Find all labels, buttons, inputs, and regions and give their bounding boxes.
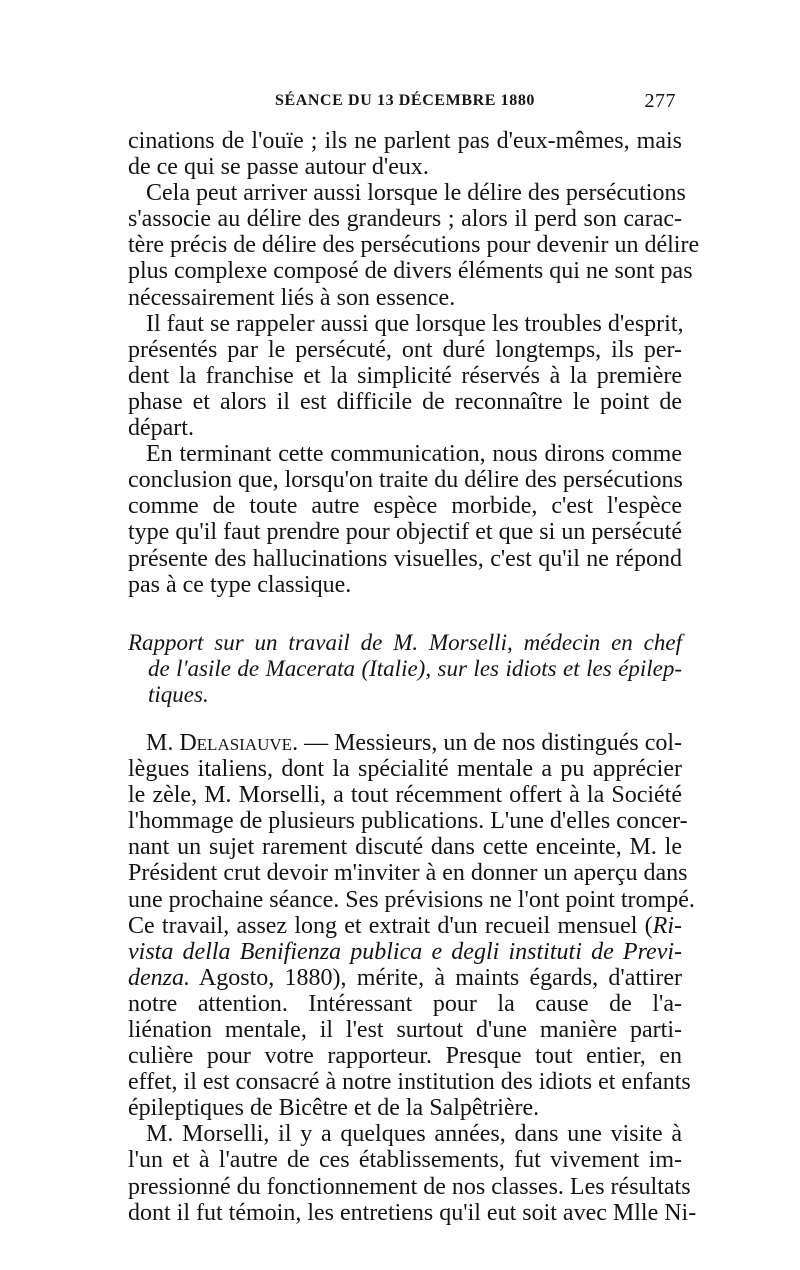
paragraph [128, 311, 682, 441]
paragraph [128, 180, 700, 311]
title-line: Rapport sur un travail de M. Morselli, médecin en chef [128, 629, 682, 655]
text-line: épileptiques de Bicêtre et de la Salpêtrière. [128, 1095, 540, 1122]
title-line: tiques. [148, 681, 209, 707]
paragraph [128, 1121, 697, 1226]
text-line: dent la franchise et la simplicité réservés à la première [128, 362, 682, 389]
paragraph [128, 441, 682, 598]
title-line: de l'asile de Macerata (Italie), sur les idiots et les épilep- [148, 655, 682, 681]
citation-rest: Agosto, 1880), mérite, à maints égards, d'attirer [190, 964, 682, 991]
text-line [128, 730, 682, 756]
book-page [128, 88, 700, 1226]
text-line: tère précis de délire des persécutions pour devenir un délire [128, 232, 700, 259]
text-line: une prochaine séance. Ses prévisions ne l'ont point trompé. [128, 886, 695, 913]
text-line: Il faut se rappeler aussi que lorsque les troubles d'esprit, [146, 310, 684, 337]
text-line: dont il fut témoin, les entretiens qu'il eut soit avec Mlle Ni- [128, 1199, 697, 1226]
text-line: effet, il est consacré à notre institution des idiots et enfants [128, 1069, 691, 1096]
text-line: plus complexe composé de divers éléments qui ne sont pas [128, 258, 693, 285]
journal-title-part: Ri- [652, 912, 682, 939]
text-line: En terminant cette communication, nous dirons comme [146, 441, 682, 468]
text-line: phase et alors il est difficile de reconnaître le point de [128, 388, 682, 415]
text-line: le zèle, M. Morselli, a tout récemment offert à la Société [128, 782, 682, 809]
speaker-name: Delasiauve [179, 729, 293, 756]
text-line: présente des hallucinations visuelles, c'est qu'il ne répond [128, 545, 682, 572]
text-line: de ce qui se passe autour d'eux. [128, 154, 429, 181]
journal-title-end: denza. [128, 964, 190, 991]
page-number: 277 [644, 90, 676, 112]
text-line: nécessairement liés à son essence. [128, 284, 456, 311]
text-line: M. Morselli, il y a quelques années, dans une visite à [146, 1121, 682, 1148]
text-line: pressionné du fonctionnement de nos classes. Les résultats [128, 1173, 691, 1200]
text-line [128, 965, 682, 991]
text-line: nant un sujet rarement discuté dans cette enceinte, M. le [128, 834, 682, 861]
paragraph-continued [128, 128, 682, 180]
speech-paragraph [128, 729, 695, 1122]
text-line: l'un et à l'autre de ces établissements, fut vivement im- [128, 1147, 682, 1174]
speaker-dash: . — [292, 729, 335, 756]
journal-title-line: vista della Benifienza publica e degli instituti de Previ- [128, 938, 682, 965]
speaker-prefix: M. [146, 729, 180, 756]
text-line: type qu'il faut prendre pour objectif et que si un persécuté [128, 519, 682, 546]
text-line: notre attention. Intéressant pour la cause de l'a- [128, 990, 682, 1017]
section-title [128, 630, 682, 708]
text-line: lègues italiens, dont la spécialité mentale a pu apprécier [128, 756, 682, 783]
speech-first-line: Messieurs, un de nos distingués col- [334, 729, 683, 756]
text-line: pas à ce type classique. [128, 571, 352, 598]
text-line: présentés par le persécuté, ont duré longtemps, ils per- [128, 336, 682, 363]
text-line: cinations de l'ouïe ; ils ne parlent pas d'eux-mêmes, mais [128, 128, 682, 154]
text-line: s'associe au délire des grandeurs ; alors il perd son carac- [128, 206, 682, 233]
text-line: conclusion que, lorsqu'on traite du délire des persécutions [128, 467, 683, 494]
text-line: l'hommage de plusieurs publications. L'une d'elles concer- [128, 808, 688, 835]
text-line: Président crut devoir m'inviter à en donner un aperçu dans [128, 860, 688, 887]
text-line: comme de toute autre espèce morbide, c'est l'espèce [128, 493, 682, 520]
text-line: Cela peut arriver aussi lorsque le délire des persécutions [146, 180, 686, 207]
text-line: départ. [128, 415, 194, 442]
page-header [128, 88, 682, 128]
text-line: liénation mentale, il l'est surtout d'une manière parti- [128, 1017, 682, 1043]
citation-intro: Ce travail, assez long et extrait d'un recueil mensuel ( [128, 912, 653, 939]
text-line [128, 913, 682, 939]
running-head: SÉANCE DU 13 DÉCEMBRE 1880 [274, 92, 536, 109]
text-line: culière pour votre rapporteur. Presque tout entier, en [128, 1043, 682, 1070]
